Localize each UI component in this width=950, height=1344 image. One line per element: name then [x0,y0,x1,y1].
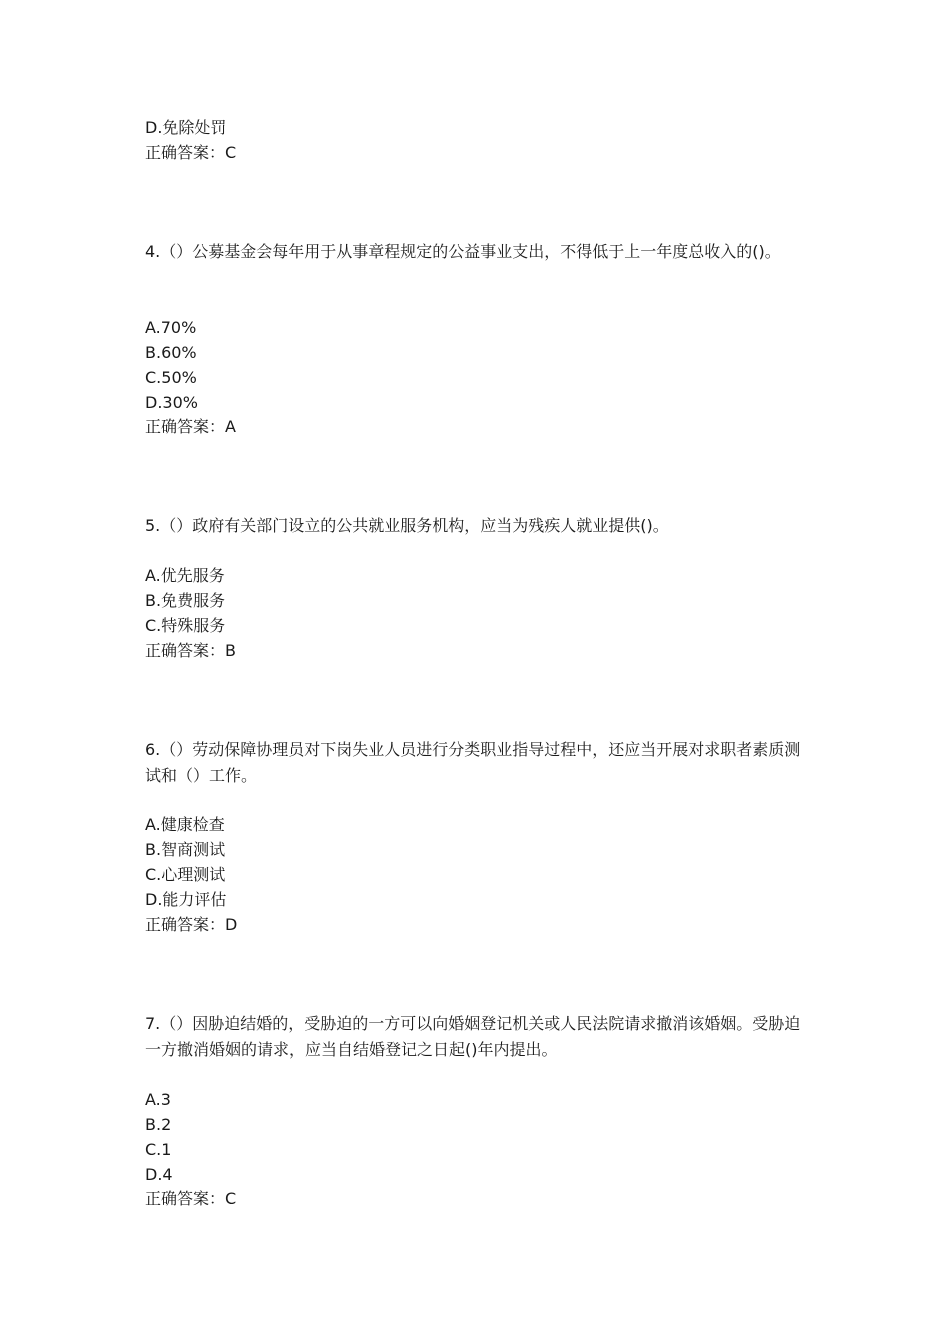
question-7-text: 7.（）因胁迫结婚的，受胁迫的一方可以向婚姻登记机关或人民法院请求撤消该婚姻。受胁迫一方撤消婚姻的请求，应当自结婚登记之日起()年内提出。 [145,1014,801,1059]
question-6-option-c: C.心理测试 [145,865,226,884]
question-7-option-b: B.2 [145,1115,172,1134]
question-6-text: 6.（）劳动保障协理员对下岗失业人员进行分类职业指导过程中，还应当开展对求职者素质测试和（）工作。 [145,740,801,785]
question-7-answer: 正确答案：C [145,1189,237,1208]
question-4-option-b: B.60% [145,343,197,362]
question-4-text: 4.（）公募基金会每年用于从事章程规定的公益事业支出，不得低于上一年度总收入的()。 [145,242,781,261]
question-5-text: 5.（）政府有关部门设立的公共就业服务机构，应当为残疾人就业提供()。 [145,516,669,535]
question-5-option-a: A.优先服务 [145,566,225,585]
question-4-option-a: A.70% [145,318,197,337]
option-d: D.免除处罚 [145,118,227,137]
question-6-option-a: A.健康检查 [145,815,225,834]
question-4-option-c: C.50% [145,368,197,387]
question-7-option-c: C.1 [145,1140,172,1159]
question-4-option-d: D.30% [145,393,198,412]
question-6-option-b: B.智商测试 [145,840,226,859]
question-5-option-b: B.免费服务 [145,591,226,610]
question-5-option-c: C.特殊服务 [145,616,226,635]
question-6-option-d: D.能力评估 [145,890,227,909]
question-7-option-a: A.3 [145,1090,171,1109]
question-7-option-d: D.4 [145,1165,173,1184]
question-5-answer: 正确答案：B [145,641,236,660]
answer-line: 正确答案：C [145,143,237,162]
question-6-answer: 正确答案：D [145,915,238,934]
question-4-answer: 正确答案：A [145,417,236,436]
